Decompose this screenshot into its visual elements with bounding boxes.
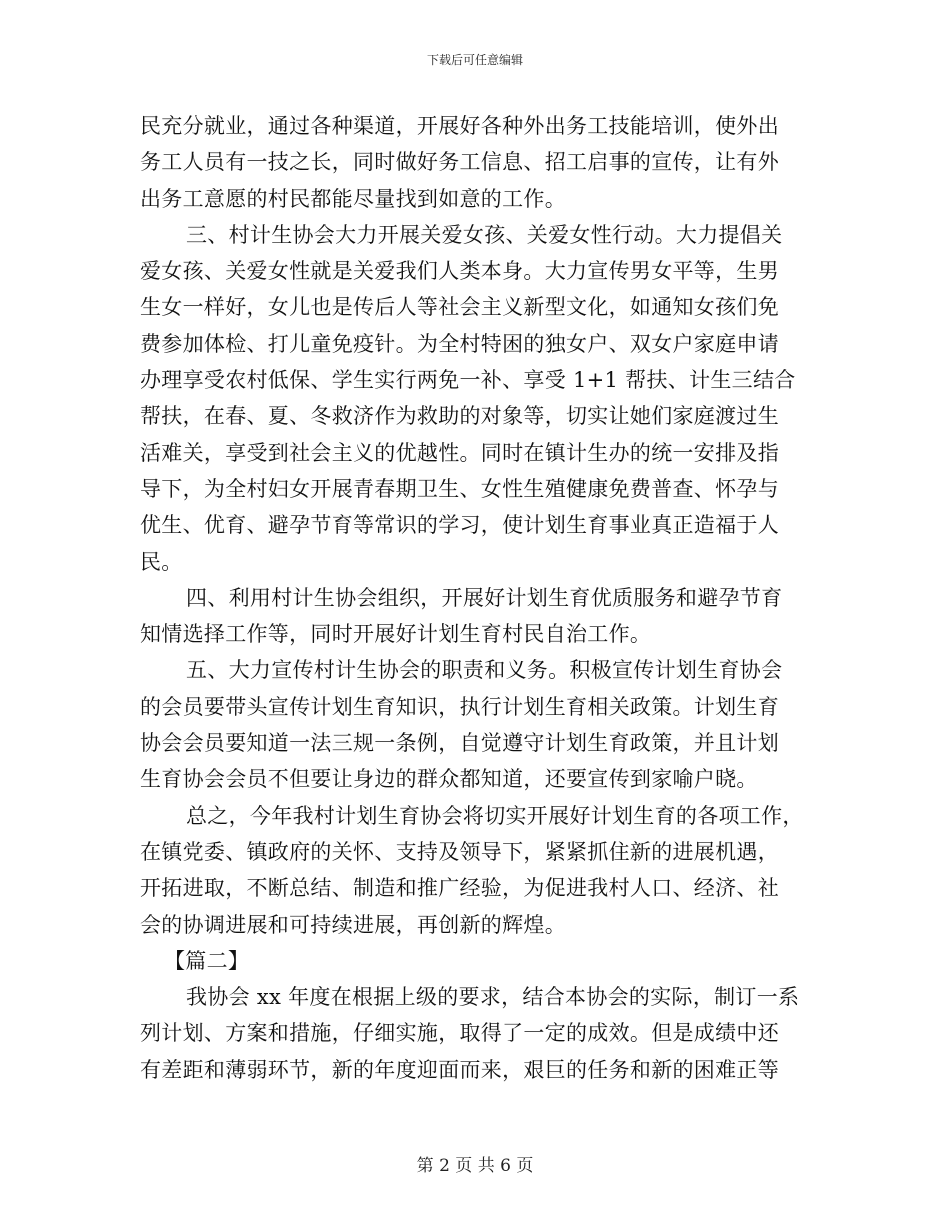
text-line: 知情选择工作等，同时开展好计划生育村民自治工作。 [140, 622, 652, 647]
text-line: 协会会员要知道一法三规一条例，自觉遵守计划生育政策，并且计划 [140, 731, 779, 756]
text-line: 出务工意愿的村民都能尽量找到如意的工作。 [140, 186, 566, 211]
section-heading: 【篇二】 [164, 948, 250, 973]
document-body [140, 108, 808, 1088]
text-line: 生育协会会员不但要让身边的群众都知道，还要宣传到家喻户晓。 [140, 767, 758, 792]
text-line: 我协会 xx 年度在根据上级的要求，结合本协会的实际，制订一系 [186, 985, 800, 1010]
text-line: 生女一样好，女儿也是传后人等社会主义新型文化，如通知女孩们免 [140, 295, 779, 320]
text-line: 五、大力宣传村计生协会的职责和义务。积极宣传计划生育协会 [186, 658, 783, 683]
text-line: 开拓进取，不断总结、制造和推广经验，为促进我村人口、经济、社 [140, 876, 779, 901]
page-number: 第 2 页 共 6 页 [416, 1156, 534, 1176]
text-line: 帮扶，在春、夏、冬救济作为救助的对象等，切实让她们家庭渡过生 [140, 404, 779, 429]
text-line: 爱女孩、关爱女性就是关爱我们人类本身。大力宣传男女平等，生男 [140, 259, 779, 284]
text-line: 三、村计生协会大力开展关爱女孩、关爱女性行动。大力提倡关 [186, 222, 783, 247]
text-line: 务工人员有一技之长，同时做好务工信息、招工启事的宣传，让有外 [140, 150, 779, 175]
text-line: 在镇党委、镇政府的关怀、支持及领导下，紧紧抓住新的进展机遇， [140, 839, 779, 864]
text-line: 导下，为全村妇女开展青春期卫生、女性生殖健康免费普查、怀孕与 [140, 476, 779, 501]
text-line: 费参加体检、打儿童免疫针。为全村特困的独女户、双女户家庭申请 [140, 331, 779, 356]
text-line: 总之，今年我村计划生育协会将切实开展好计划生育的各项工作， [186, 803, 804, 828]
text-line: 列计划、方案和措施，仔细实施，取得了一定的成效。但是成绩中还 [140, 1021, 779, 1046]
text-line: 民。 [140, 549, 183, 574]
text-line: 活难关，享受到社会主义的优越性。同时在镇计生办的统一安排及指 [140, 440, 779, 465]
text-line: 四、利用村计生协会组织，开展好计划生育优质服务和避孕节育 [186, 585, 783, 610]
text-line: 办理享受农村低保、学生实行两免一补、享受 1+1 帮扶、计生三结合 [140, 368, 796, 393]
text-line: 的会员要带头宣传计划生育知识，执行计划生育相关政策。计划生育 [140, 694, 779, 719]
text-line: 民充分就业，通过各种渠道，开展好各种外出务工技能培训，使外出 [140, 114, 779, 138]
text-line: 优生、优育、避孕节育等常识的学习，使计划生育事业真正造福于人 [140, 513, 779, 538]
text-line: 会的协调进展和可持续进展，再创新的辉煌。 [140, 912, 566, 937]
text-line: 有差距和薄弱环节，新的年度迎面而来，艰巨的任务和新的困难正等 [140, 1057, 779, 1082]
page-header: 下载后可任意编辑 [426, 53, 523, 67]
